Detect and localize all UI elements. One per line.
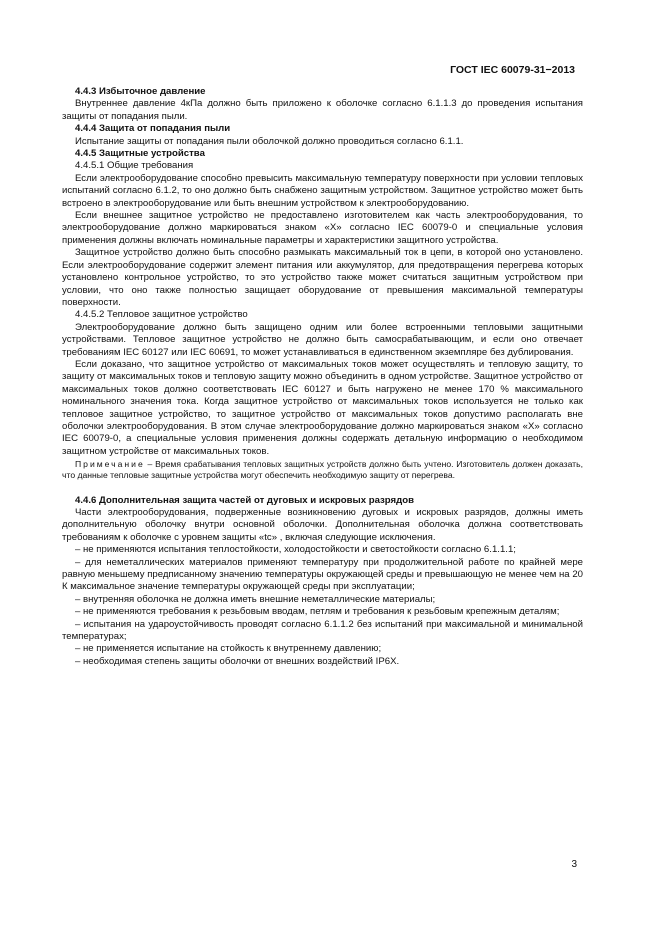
document-body <box>62 86 583 668</box>
list-item: – не применяется испытание на стойкость к внутреннему давлению; <box>75 643 382 655</box>
note-text: – Время срабатывания тепловых защитных устройств должно быть учтено. Изготовитель должен доказать, что данные тепловые защитные устройства могут обеспечить необходимую защиту от перегрева. <box>62 459 583 481</box>
section-heading-4-4-3: 4.4.3 Избыточное давление <box>75 86 206 97</box>
note-label: Примечание <box>75 459 145 470</box>
subsection-heading-4-4-5-1: 4.4.5.1 Общие требования <box>75 160 194 172</box>
paragraph: Внутреннее давление 4кПа должно быть приложено к оболочке согласно 6.1.1.3 до проведения испытания защиты от попадания пыли. <box>62 98 583 122</box>
list-item: – испытания на удароустойчивость проводят согласно 6.1.1.2 без испытаний при максимальной и минимальной температурах; <box>62 618 583 643</box>
note <box>62 459 583 481</box>
paragraph: Части электрооборудования, подверженные возникновению дуговых и искровых разрядов, должны иметь дополнительную оболочку внутри основной оболочки. Дополнительная оболочка должна соответствовать требованиям к оболочке с уровнем защиты «tc» , включая следующие исключения. <box>62 507 583 543</box>
spacer <box>62 482 583 495</box>
section-heading-4-4-6: 4.4.6 Дополнительная защита частей от дуговых и искровых разрядов <box>75 494 414 506</box>
paragraph: Электрооборудование должно быть защищено одним или более встроенными тепловыми защитными устройствами. Тепловое защитное устройство не должно быть самосрабатывающим, и если оно отвечает требованиям IEC 60127 или IEC 60691, то может устанавливаться в единственном экземпляре без дублирования. <box>62 321 583 358</box>
subsection-heading-4-4-5-2: 4.4.5.2 Тепловое защитное устройство <box>75 309 248 321</box>
page-number: 3 <box>571 859 577 870</box>
list-item: – внутренняя оболочка не должна иметь внешние неметаллические материалы; <box>75 593 436 605</box>
paragraph: Защитное устройство должно быть способно размыкать максимальный ток в цепи, в которой оно установлено. Если электрооборудование содержит элемент питания или аккумулятор, для предотвращения перегрева которых установлено контрольное устройство, то это устройство также может считаться защитным устройством при условии, что оно также полностью защищает оборудование от превышения максимальной температуры поверхности. <box>62 247 583 308</box>
section-heading-4-4-5: 4.4.5 Защитные устройства <box>75 148 205 160</box>
paragraph: Если внешнее защитное устройство не предоставлено изготовителем как часть электрооборудования, то электрооборудование должно маркироваться знаком «X» согласно IEC 60079-0 и специальные условия применения должны включать номинальные параметры и характеристики защитного устройства. <box>62 210 583 246</box>
section-heading-4-4-4: 4.4.4 Защита от попадания пыли <box>75 123 231 135</box>
list-item: – не применяются требования к резьбовым вводам, петлям и требования к резьбовым крепежным деталям; <box>75 606 560 618</box>
paragraph: Если электрооборудование способно превысить максимальную температуру поверхности при условии тепловых испытаний согласно 6.1.2, то оно должно быть снабжено защитным устройством. Защитное устройство может быть встроено в электрооборудование или быть внешним устройством к электрооборудованию. <box>62 172 583 209</box>
list-item: – не применяются испытания теплостойкости, холодостойкости и светостойкости согласно 6.1.1.1; <box>75 544 516 556</box>
list-item: – необходимая степень защиты оболочки от внешних воздействий IP6X. <box>75 655 400 667</box>
list-item: – для неметаллических материалов применяют температуру при продолжительной работе по крайней мере равную меньшему предписанному значению температуры окружающей среды и превышающую не менее чем на 20 К максимальное значение температуры окружающей среды при эксплуатации; <box>62 556 583 593</box>
paragraph: Испытание защиты от попадания пыли оболочкой должно проводиться согласно 6.1.1. <box>75 135 464 147</box>
document-code: ГОСТ IEC 60079-31−2013 <box>450 64 575 76</box>
paragraph: Если доказано, что защитное устройство от максимальных токов может осуществлять и тепловую защиту, то защиту от максимальных токов и тепловую защиту можно объединить в одном устройстве. Защитное устройство от максимальных токов должно соответствовать IEC 60127 и быть нагружено не менее 170 % максимального номинального значения тока. Когда защитное устройство от максимальных токов используется не только как тепловое защитное устройство, то защитное устройство от максимальных токов допустимо располагать вне оболочки электрооборудования. В этом случае электрооборудование должно маркироваться знаком «X» согласно IEC 60079-0, а специальные условия применения должны содержать детальную информацию о необходимом защитном устройстве от максимальных токов. <box>62 358 583 457</box>
